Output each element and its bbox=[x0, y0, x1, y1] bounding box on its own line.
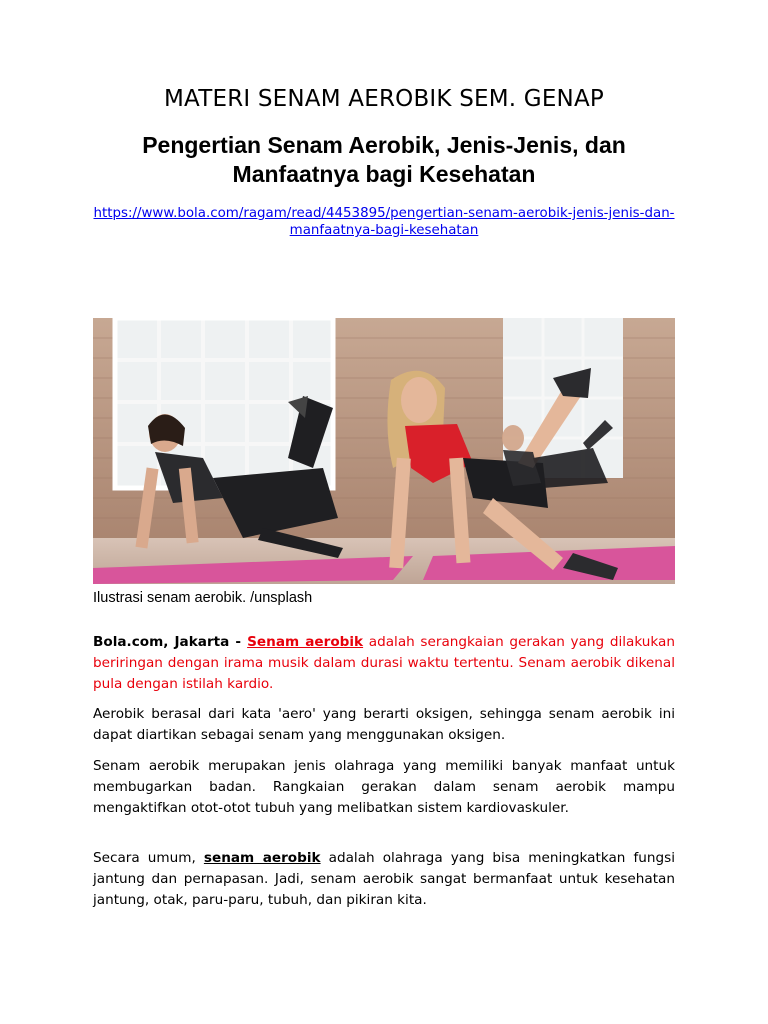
summary-text: adalah olahraga yang bisa meningkatkan fungsi jantung dan pernapasan. Jadi, senam aerobik sangat bermanfaat untuk kesehatan jantung, otak, paru-paru, tubuh, dan pikiran kita. bbox=[93, 850, 675, 908]
intro-text: adalah serangkaian gerakan yang dilakukan beriringan dengan irama musik dalam durasi waktu tertentu. Senam aerobik dikenal pula dengan istilah kardio. bbox=[93, 634, 675, 692]
paragraph-benefits: Senam aerobik merupakan jenis olahraga yang memiliki banyak manfaat untuk membugarkan badan. Rangkaian gerakan dalam senam aerobik mampu mengaktifkan otot-otot tubuh yang melibatkan sistem kardiovaskuler. bbox=[93, 758, 675, 816]
page-title: MATERI SENAM AEROBIK SEM. GENAP bbox=[164, 86, 604, 112]
paragraph-definition: Aerobik berasal dari kata 'aero' yang berarti oksigen, sehingga senam aerobik ini dapat diartikan sebagai senam yang menggunakan oksigen. bbox=[93, 706, 675, 743]
dateline: Bola.com, Jakarta - bbox=[93, 634, 248, 650]
photo-caption: Ilustrasi senam aerobik. /unsplash bbox=[93, 590, 313, 606]
aerobics-photo bbox=[93, 318, 675, 584]
article-title: Pengertian Senam Aerobik, Jenis-Jenis, dan Manfaatnya bagi Kesehatan bbox=[142, 132, 626, 187]
source-link[interactable]: https://www.bola.com/ragam/read/4453895/pengertian-senam-aerobik-jenis-jenis-dan-manfaatnya-bagi-kesehatan bbox=[93, 206, 675, 238]
keyword-link-senam-aerobik-2[interactable]: senam aerobik bbox=[203, 850, 321, 866]
keyword-link-senam-aerobik[interactable]: Senam aerobik bbox=[247, 634, 364, 650]
aerobics-illustration bbox=[93, 318, 675, 584]
paragraph-summary bbox=[93, 848, 675, 911]
paragraph-intro bbox=[93, 632, 675, 695]
summary-lead: Secara umum, bbox=[93, 850, 204, 866]
